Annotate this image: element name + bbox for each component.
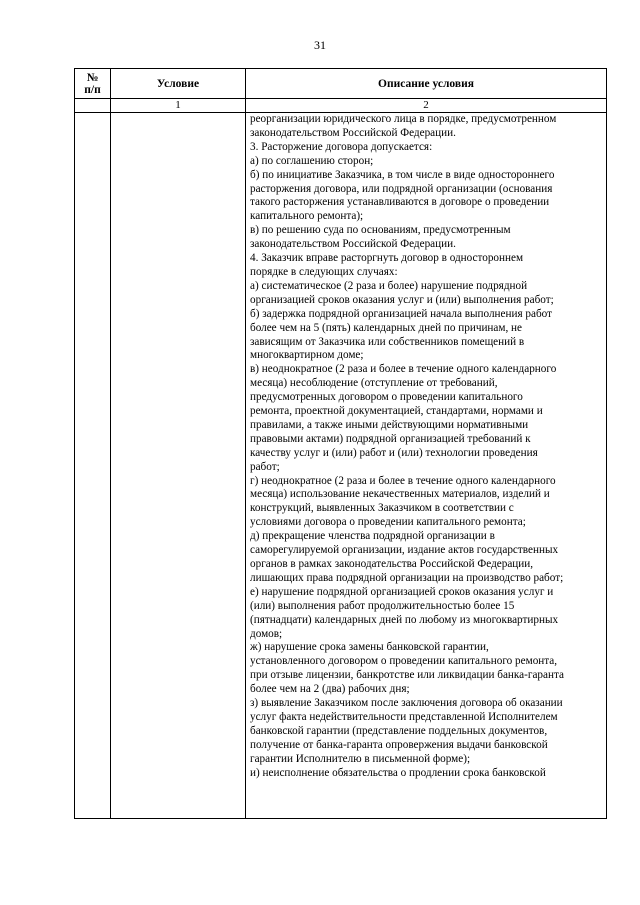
column-number-2: 2 <box>246 99 607 113</box>
description-line: организацией сроков оказания услуг и (или) выполнения работ; <box>250 293 554 306</box>
description-line: 4. Заказчик вправе расторгнуть договор в одностороннем <box>250 252 524 265</box>
description-line: реорганизации юридического лица в порядке, предусмотренном <box>250 113 557 125</box>
description-line: условиями договора о проведении капитального ремонта; <box>250 516 526 529</box>
description-line: порядке в следующих случаях: <box>250 265 398 278</box>
column-number-1: 1 <box>111 99 246 113</box>
description-line: месяца) использование некачественных материалов, изделий и <box>250 488 550 501</box>
description-line: капитального ремонта); <box>250 210 364 223</box>
row-number-cell <box>75 113 111 819</box>
description-line: в) неоднократное (2 раза и более в течение одного календарного <box>250 363 557 376</box>
description-line: месяца) несоблюдение (отступление от требований, <box>250 377 498 390</box>
conditions-table <box>74 68 607 819</box>
description-line: более чем на 2 (два) рабочих дня; <box>250 683 410 696</box>
page-number: 31 <box>314 38 326 52</box>
description-line: законодательством Российской Федерации. <box>250 126 456 139</box>
description-line: расторжения договора, или подрядной организации (основания <box>250 182 553 195</box>
header-condition: Условие <box>111 69 246 99</box>
description-line: ремонта, проектной документацией, стандартами, нормами и <box>250 405 543 418</box>
description-line: а) по соглашению сторон; <box>250 154 374 167</box>
description-line: предусмотренных договором о проведении капитального <box>250 391 523 404</box>
description-line: более чем на 5 (пять) календарных дней по причинам, не <box>250 321 523 334</box>
description-line: банковской гарантии (представление поддельных документов, <box>250 724 548 737</box>
description-line: в) по решению суда по основаниям, предусмотренным <box>250 224 511 237</box>
description-line: (пятнадцати) календарных дней по любому из многоквартирных <box>250 613 559 626</box>
description-line: е) нарушение подрядной организацией сроков оказания услуг и <box>250 585 554 598</box>
description-line: б) по инициативе Заказчика, в том числе в виде одностороннего <box>250 168 555 181</box>
description-line: законодательством Российской Федерации. <box>250 238 456 251</box>
description-line: саморегулируемой организации, издание актов государственных <box>250 544 559 557</box>
description-line: правилами, а также иными действующими нормативными <box>250 418 529 431</box>
description-line: зависящим от Заказчика или собственников помещений в <box>250 335 525 348</box>
header-number-column <box>75 69 111 99</box>
description-line: конструкций, выявленных Заказчиком в соответствии с <box>250 502 514 515</box>
description-line: многоквартирном доме; <box>250 349 364 362</box>
header-row <box>75 69 607 99</box>
header-number-symbol: № <box>86 71 99 84</box>
description-line: органов в рамках законодательства Российской Федерации, <box>250 558 534 570</box>
description-line: б) задержка подрядной организацией начала выполнения работ <box>250 307 552 320</box>
description-cell <box>246 113 607 819</box>
description-line: (или) выполнения работ продолжительностью более 15 <box>250 599 515 612</box>
description-line: а) систематическое (2 раза и более) нарушение подрядной <box>250 279 528 292</box>
description-line: установленного договором о проведении капитального ремонта, <box>250 655 558 668</box>
condition-cell <box>111 113 246 819</box>
table-row <box>75 113 607 819</box>
description-line: при отзыве лицензии, банкротстве или ликвидации банка-гаранта <box>250 669 564 682</box>
column-number-row <box>75 99 607 113</box>
description-line: домов; <box>250 627 283 640</box>
description-line: услуг факта недействительности представленной Исполнителем <box>250 710 558 723</box>
description-line: гарантии Исполнителю в письменной форме); <box>250 752 471 765</box>
description-line: д) прекращение членства подрядной организации в <box>250 530 495 543</box>
column-number-empty <box>75 99 111 113</box>
description-line: ж) нарушение срока замены банковской гарантии, <box>250 641 489 654</box>
description-line: правовыми актами) подрядной организацией требований к <box>250 432 531 445</box>
description-line: качеству услуг и (или) работ и (или) технологии проведения <box>250 446 538 459</box>
description-line: лишающих права подрядной организации на производство работ; <box>250 571 564 584</box>
header-number-abbrev: п/п <box>84 83 101 96</box>
description-line: 3. Расторжение договора допускается: <box>250 140 433 153</box>
description-line: такого расторжения устанавливаются в договоре о проведении <box>250 196 550 209</box>
description-line: получение от банка-гаранта опровержения выдачи банковской <box>250 738 548 751</box>
condition-description-text <box>246 113 606 781</box>
header-condition-description: Описание условия <box>246 69 607 99</box>
description-line: г) неоднократное (2 раза и более в течение одного календарного <box>250 474 556 487</box>
description-line: и) неисполнение обязательства о продлении срока банковской <box>250 766 546 779</box>
description-line: работ; <box>250 460 280 473</box>
description-line: з) выявление Заказчиком после заключения договора об оказании <box>250 697 563 710</box>
